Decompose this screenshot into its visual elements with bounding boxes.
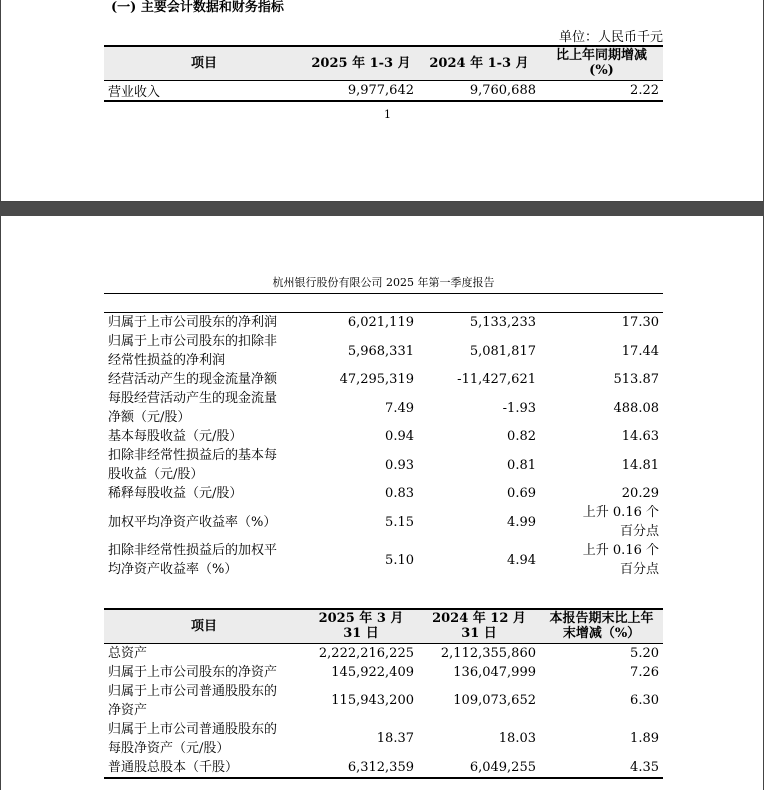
value-current: 6,312,359 xyxy=(347,759,414,775)
report-header: 杭州银行股份有限公司 2025 年第一季度报告 xyxy=(104,274,663,294)
value-previous: 0.69 xyxy=(507,486,536,501)
value-current: 0.94 xyxy=(385,429,414,444)
page-number: 1 xyxy=(384,108,391,121)
value-current: 47,295,319 xyxy=(339,372,414,387)
table-row xyxy=(104,682,663,720)
value-2024: 9,760,688 xyxy=(469,82,536,98)
value-previous: 6,049,255 xyxy=(469,759,536,775)
header-date-2024: 2024 年 12 月 31 日 xyxy=(418,609,540,643)
row-label: 营业收入 xyxy=(108,84,161,100)
value-current: 115,943,200 xyxy=(331,693,414,708)
value-previous: 136,047,999 xyxy=(453,664,536,680)
value-previous: 18.03 xyxy=(498,731,536,746)
value-previous: 4.94 xyxy=(507,552,536,568)
value-current: 18.37 xyxy=(376,731,414,746)
revenue-table xyxy=(104,45,663,102)
table-row xyxy=(104,720,663,758)
row-label: 扣除非经常性损益后的加权平 均净资产收益率（%） xyxy=(108,543,278,577)
row-label: 总资产 xyxy=(108,645,148,661)
table-row xyxy=(104,313,663,333)
table-row xyxy=(104,663,663,682)
value-change: 20.29 xyxy=(621,486,659,501)
value-change: 4.35 xyxy=(630,759,659,775)
value-current: 6,021,119 xyxy=(347,315,414,330)
row-label: 普通股总股本（千股） xyxy=(108,759,239,775)
table-row xyxy=(104,80,663,101)
value-current: 5.15 xyxy=(385,514,414,530)
table-row xyxy=(104,758,663,778)
value-previous: 0.82 xyxy=(507,429,536,444)
indicators-table xyxy=(104,312,663,579)
value-previous: 4.99 xyxy=(507,514,536,530)
value-change: 17.30 xyxy=(621,315,659,330)
page-1 xyxy=(0,0,764,202)
header-change: 本报告期末比上年 末增减（%） xyxy=(540,609,663,643)
row-label: 基本每股收益（元/股） xyxy=(108,429,243,444)
value-change: 488.08 xyxy=(613,400,659,416)
header-2024: 2024 年 1-3 月 xyxy=(418,46,540,80)
table-row xyxy=(104,389,663,427)
value-current: 2,222,216,225 xyxy=(318,645,414,661)
value-previous: 5,081,817 xyxy=(469,343,536,359)
row-label: 归属于上市公司股东的净利润 xyxy=(108,315,278,330)
header-item: 项目 xyxy=(104,46,304,80)
table-row xyxy=(104,370,663,389)
value-change: 5.20 xyxy=(630,645,659,661)
row-label: 经营活动产生的现金流量净额 xyxy=(108,372,278,387)
value-previous: 2,112,355,860 xyxy=(440,645,536,661)
table-row xyxy=(104,643,663,663)
value-change: 7.26 xyxy=(630,664,659,680)
value-change: 上升 0.16 个 百分点 xyxy=(582,505,659,539)
value-previous: -11,427,621 xyxy=(457,372,536,387)
value-current: 0.83 xyxy=(385,486,414,501)
page-separator xyxy=(0,202,764,216)
header-item: 项目 xyxy=(104,609,304,643)
row-label: 归属于上市公司普通股股东的 净资产 xyxy=(108,683,278,718)
value-change: 2.22 xyxy=(630,82,659,98)
value-2025: 9,977,642 xyxy=(347,82,414,98)
value-previous: 0.81 xyxy=(507,457,536,473)
table-row xyxy=(104,541,663,579)
table-row xyxy=(104,427,663,446)
value-current: 5.10 xyxy=(385,552,414,568)
value-change: 上升 0.16 个 百分点 xyxy=(582,543,659,577)
value-change: 513.87 xyxy=(613,372,659,387)
value-current: 7.49 xyxy=(385,400,414,416)
row-label: 每股经营活动产生的现金流量 净额（元/股） xyxy=(108,391,278,425)
balance-table xyxy=(104,608,663,779)
header-2025: 2025 年 1-3 月 xyxy=(304,46,418,80)
unit-label: 单位：人民币千元 xyxy=(558,30,663,45)
page-2 xyxy=(0,216,764,790)
value-previous: 5,133,233 xyxy=(469,315,536,330)
value-change: 17.44 xyxy=(621,343,659,359)
value-change: 14.63 xyxy=(621,429,659,444)
table-row xyxy=(104,503,663,541)
value-current: 0.93 xyxy=(385,457,414,473)
row-label: 归属于上市公司普通股股东的 每股净资产（元/股） xyxy=(108,721,278,756)
table-row xyxy=(104,446,663,484)
row-label: 归属于上市公司股东的扣除非 经常性损益的净利润 xyxy=(108,334,278,368)
value-current: 5,968,331 xyxy=(347,343,414,359)
value-change: 1.89 xyxy=(630,731,659,746)
section-title: (一) 主要会计数据和财务指标 xyxy=(111,0,284,15)
row-label: 归属于上市公司股东的净资产 xyxy=(108,664,278,680)
value-change: 6.30 xyxy=(630,693,659,708)
header-date-2025: 2025 年 3 月 31 日 xyxy=(304,609,418,643)
value-previous: 109,073,652 xyxy=(453,693,536,708)
header-change: 比上年同期增减 (%) xyxy=(540,46,663,80)
row-label: 扣除非经常性损益后的基本每 股收益（元/股） xyxy=(108,448,278,482)
value-change: 14.81 xyxy=(621,457,659,473)
row-label: 加权平均净资产收益率（%） xyxy=(108,514,277,530)
table-row xyxy=(104,332,663,370)
value-current: 145,922,409 xyxy=(331,664,414,680)
value-previous: -1.93 xyxy=(502,400,536,416)
row-label: 稀释每股收益（元/股） xyxy=(108,486,243,501)
table-row xyxy=(104,484,663,503)
